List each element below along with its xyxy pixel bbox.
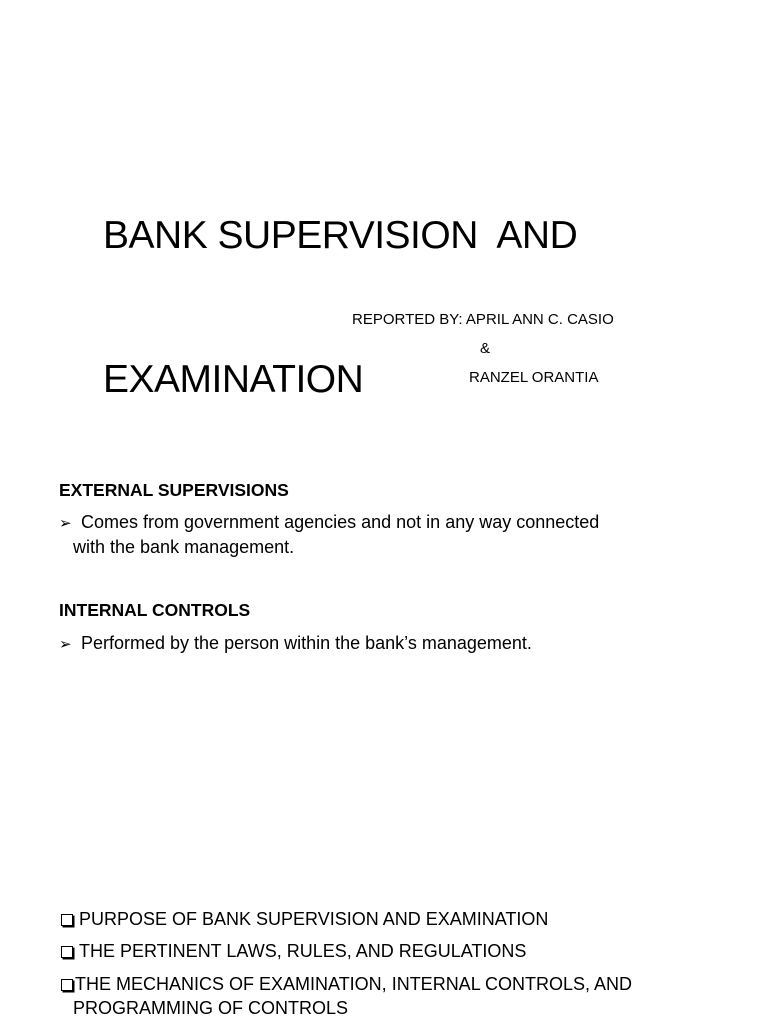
slide-title-line-1: BANK SUPERVISION AND xyxy=(103,214,578,257)
outline-item-text: THE PERTINENT LAWS, RULES, AND REGULATIONS xyxy=(79,941,527,961)
hollow-square-bullet-icon xyxy=(61,979,73,991)
definitions-slide xyxy=(0,454,768,874)
bullet-internal-controls xyxy=(59,631,739,656)
bullet-text-line-1: Comes from government agencies and not in any way connected xyxy=(81,512,600,532)
bullet-text-line-2: with the bank management. xyxy=(73,537,295,557)
hollow-square-bullet-icon xyxy=(61,914,73,926)
bullet-external-supervisions xyxy=(59,510,739,559)
reporter-credit: REPORTED BY: APRIL ANN C. CASIO xyxy=(352,311,614,328)
section-heading-internal-controls: INTERNAL CONTROLS xyxy=(59,600,251,620)
reporter-ampersand: & xyxy=(480,340,491,357)
hollow-square-bullet-icon xyxy=(61,946,73,958)
outline-item-text-line-2: PROGRAMMING OF CONTROLS xyxy=(73,998,349,1018)
outline-item xyxy=(61,972,741,1020)
slide-title-line-2: EXAMINATION xyxy=(103,358,364,401)
section-heading-external-supervisions: EXTERNAL SUPERVISIONS xyxy=(59,480,289,500)
arrowhead-bullet-icon: ➢ xyxy=(59,635,72,653)
slide-title xyxy=(103,116,723,500)
outline-item xyxy=(61,907,741,931)
reporter-name-2: RANZEL ORANTIA xyxy=(469,369,599,386)
outline-item-text: THE MECHANICS OF EXAMINATION, INTERNAL CONTROLS, AND xyxy=(75,974,633,994)
bullet-text-line-1: Performed by the person within the bank’s management. xyxy=(81,633,532,653)
outline-slide xyxy=(0,874,768,1024)
outline-item xyxy=(61,939,741,963)
arrowhead-bullet-icon: ➢ xyxy=(59,514,72,532)
title-slide xyxy=(0,0,768,454)
outline-item-text: PURPOSE OF BANK SUPERVISION AND EXAMINATION xyxy=(79,909,549,929)
